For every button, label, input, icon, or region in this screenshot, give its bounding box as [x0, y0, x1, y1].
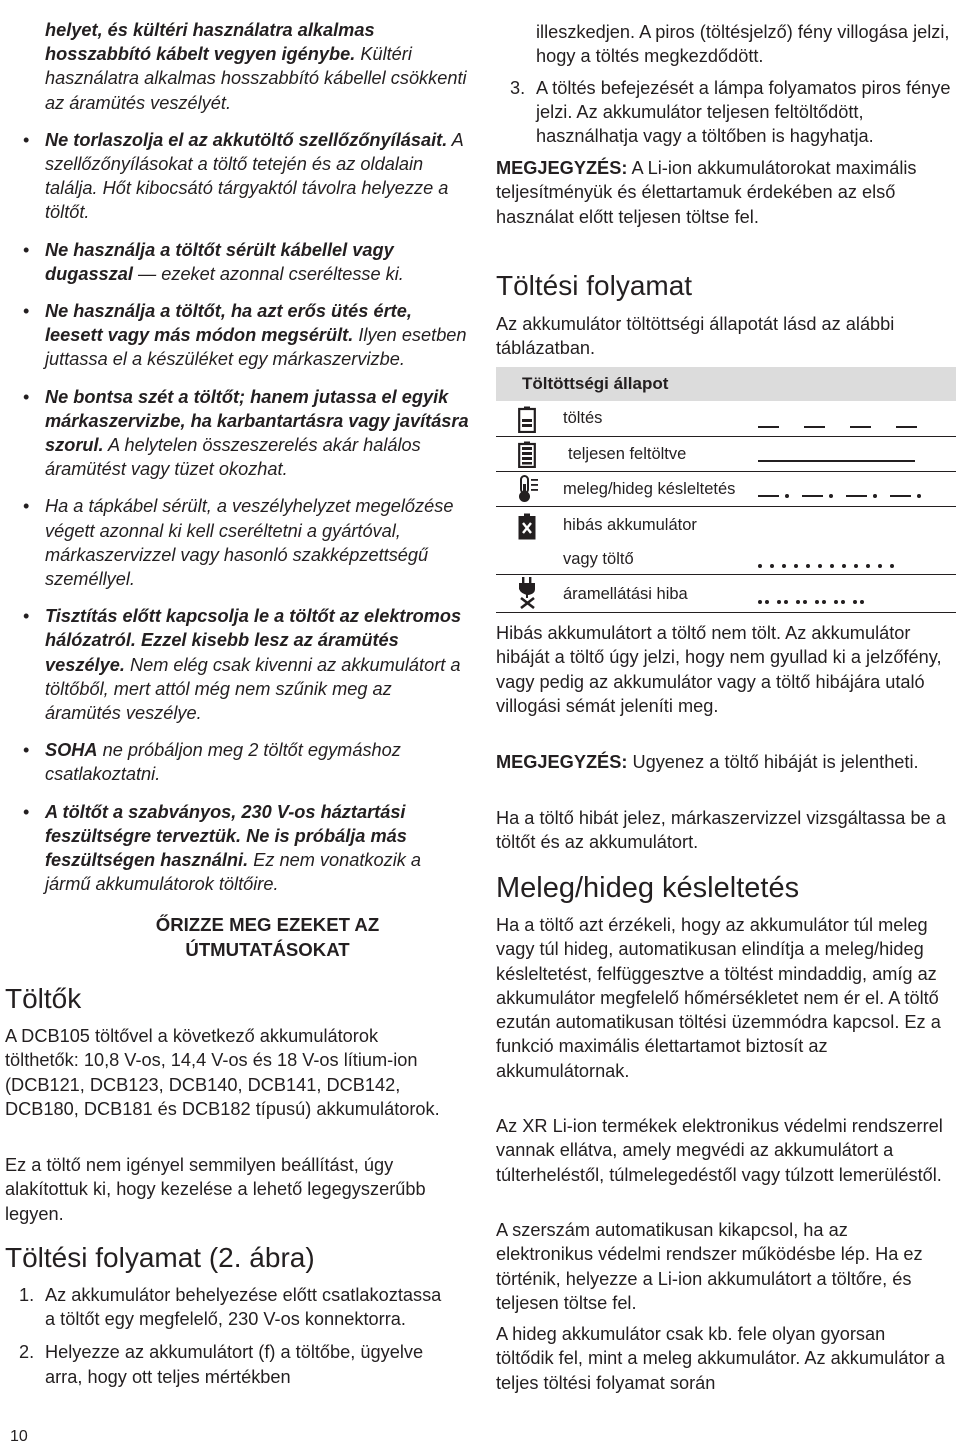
- fault-paragraph: Hibás akkumulátort a töltő nem tölt. Az akkumulátor hibáját a töltő úgy jelzi, hogy nem gyullad ki a jelzőfény, vagy pedig az akkumulátor vagy a töltő hibájára utaló villogási sémát jeleníti meg.: [496, 623, 942, 716]
- bullet-bold-text: Tisztítás előtt kapcsolja le a töltőt az elektromos hálózatról. Ezzel kisebb lesz az áramütés veszélye.: [45, 606, 462, 675]
- bullet-text: Ilyen esetben juttassa el a készüléket egy márkaszervizbe.: [45, 325, 467, 370]
- status-label: teljesen feltöltve: [568, 445, 687, 463]
- list-item: [5, 299, 470, 372]
- plug-fault-icon: [518, 577, 540, 614]
- battery-full-icon: [518, 441, 540, 473]
- bullet-bold-text: SOHA: [45, 740, 98, 761]
- bullet-text: ne próbáljon meg 2 töltőt egymáshoz csatlakoztatni.: [45, 740, 401, 785]
- list-item: [5, 385, 470, 482]
- bullet-text: Nem elég csak kivenni az akkumulátort a töltőből, mert attól még nem szűnik meg az áramütés veszélye.: [45, 654, 461, 724]
- bullet-text: A helytelen összeszerelés akár halálos áramütést vagy tüzet okozhat.: [45, 435, 421, 480]
- bullet-bold-text: Ne használja a töltőt, ha azt erős ütés érte, leesett vagy más módon megsérült.: [45, 301, 412, 346]
- note-label: MEGJEGYZÉS:: [496, 158, 628, 178]
- signal-solid: [758, 452, 915, 470]
- hot-cold-delay-heading: Meleg/hideg késleltetés: [496, 872, 800, 904]
- note-text: Ugyenez a töltő hibáját is jelentheti.: [627, 752, 919, 772]
- step-text: Az akkumulátor behelyezése előtt csatlakoztassa a töltőt egy megfelelő, 230 V-os konnektorra.: [45, 1285, 442, 1330]
- list-item: [5, 238, 470, 286]
- page-number: 10: [10, 1428, 28, 1445]
- bullet-bold-text: Ne torlaszolja el az akkutöltő szellőzőnyílásait.: [45, 129, 448, 150]
- battery-charging-icon: [518, 406, 540, 438]
- delay-paragraph-3: A szerszám automatikusan kikapcsol, ha az elektronikus védelmi rendszer működésbe lép. Ha ez történik, helyezze a Li-ion akkumulátort a töltőre, és teljesen töltse fel.: [496, 1220, 923, 1313]
- delay-paragraph-2: Az XR Li-ion termékek elektronikus védelmi rendszerrel vannak ellátva, amely megvédi az akkumulátort a túlterheléstől, túlmelegedéstől vagy túlzott lemerüléstől.: [496, 1116, 943, 1185]
- bullet-bold-text: helyet, és kültéri használatra alkalmas hosszabbító kábelt vegyen igénybe.: [45, 20, 375, 65]
- list-item: [5, 800, 470, 897]
- step-number: 3.: [510, 78, 526, 98]
- table-row: [496, 575, 956, 613]
- step-2-continuation: illeszkedjen. A piros (töltésjelző) fény villogása jelzi, hogy a töltés megkezdődött.: [536, 22, 950, 67]
- note-label: MEGJEGYZÉS:: [496, 752, 628, 772]
- procedure-heading: Töltési folyamat (2. ábra): [5, 1242, 315, 1273]
- chargers-paragraph-2: Ez a töltő nem igényel semmilyen beállítást, úgy alakítottuk ki, hogy kezelése a lehető legegyszerűbb legyen.: [5, 1155, 426, 1224]
- status-label: meleg/hideg késleltetés: [563, 480, 736, 498]
- signal-dots: [758, 557, 894, 575]
- procedure-steps-continued: [496, 76, 956, 158]
- delay-paragraph-1: Ha a töltő azt érzékeli, hogy az akkumulátor túl meleg vagy túl hideg, automatikusan elindítja a meleg/hideg késleltetést, felfüggesztve a töltést mindaddig, amíg az akkumulátor megfelelő hőmérsékletet nem ér el. A töltő ezután automatikusan töltési üzemmódra kapcsol. Ez a funkció maximális élettartamot biztosít az akkumulátornak.: [496, 915, 941, 1081]
- step-text: Helyezze az akkumulátort (f) a töltőbe, ügyelve arra, hogy ott teljes mértékben: [45, 1342, 424, 1387]
- procedure-steps: [5, 1283, 445, 1398]
- note-1: [496, 156, 946, 229]
- bullet-text: Ez nem vonatkozik a jármű akkumulátorok töltőire.: [45, 850, 422, 895]
- status-label: hibás akkumulátor: [563, 516, 697, 534]
- bullet-text: Kültéri használatra alkalmas hosszabbító kábellel csökkenti az áramütés veszélyét.: [45, 44, 467, 113]
- bullet-text: A szellőzőnyílásokat a töltő tetején és az oldalain találja. Hőt kibocsátó tárgyaktól távolra helyezze a töltőt.: [45, 129, 464, 223]
- table-header: Töltöttségi állapot: [496, 367, 956, 401]
- charging-process-text: Az akkumulátor töltöttségi állapotát lásd az alábbi táblázatban.: [496, 314, 895, 359]
- list-item: [5, 738, 470, 786]
- status-label-line-2: vagy töltő: [563, 550, 634, 568]
- signal-double-dots: [758, 593, 864, 611]
- step-number: 1.: [19, 1285, 35, 1305]
- keep-line-1: ŐRIZZE MEG EZEKET AZ: [155, 914, 380, 935]
- list-item: [5, 18, 470, 115]
- bullet-bold-text: Ne bontsa szét a töltőt; hanem jutassa el egyik márkaszervizbe, ha karbantartásra vagy javításra szorul.: [45, 386, 469, 456]
- table-row: [496, 437, 956, 472]
- bullet-text: — ezeket azonnal cseréltesse ki.: [132, 263, 404, 284]
- keep-instructions-heading: [5, 912, 470, 962]
- safety-bullet-list: [5, 18, 470, 910]
- status-label: áramellátási hiba: [563, 585, 688, 603]
- thermometer-icon: [518, 475, 540, 508]
- table-row: [496, 401, 956, 437]
- note-text: A Li-ion akkumulátorokat maximális teljesítményük és élettartamuk érdekében az első használat előtt teljesen töltse fel.: [496, 158, 917, 227]
- battery-fault-icon: [518, 513, 540, 545]
- list-item: [496, 76, 956, 149]
- table-row: [496, 507, 956, 575]
- keep-line-2: ÚTMUTATÁSOKAT: [185, 939, 350, 960]
- charging-process-heading: Töltési folyamat: [496, 270, 693, 301]
- chargers-paragraph-1: A DCB105 töltővel a következő akkumulátorok tölthetők: 10,8 V-os, 14,4 V-os és 18 V-os lítium-ion (DCB121, DCB123, DCB140, DCB141, DCB142, DCB180, DCB181 és DCB182 típusú) akkumulátorok.: [5, 1026, 440, 1119]
- bullet-text: Ha a tápkábel sérült, a veszélyhelyzet megelőzése végett azonnal ki kell cseréltetni a gyártóval, márkaszervizzel vagy hasonló szakképzettségű személlyel.: [45, 496, 454, 590]
- delay-paragraph-4: A hideg akkumulátor csak kb. fele olyan gyorsan töltődik fel, mint a meleg akkumulátor. Az akkumulátor a teljes töltési folyamat során: [496, 1324, 945, 1393]
- bullet-bold-text: Ne használja a töltőt sérült kábellel vagy dugasszal: [45, 239, 394, 284]
- note-2: [496, 750, 951, 774]
- list-item: [5, 1340, 445, 1388]
- table-row: [496, 472, 956, 507]
- list-item: [5, 128, 470, 225]
- list-item: [5, 494, 470, 591]
- list-item: [5, 604, 470, 725]
- charge-state-table: [496, 367, 956, 613]
- status-label: töltés: [563, 409, 603, 427]
- step-text: A töltés befejezését a lámpa folyamatos piros fénye jelzi. Az akkumulátor teljesen feltöltődött, használhatja vagy a töltőben is hagyhatja.: [536, 78, 951, 147]
- bullet-bold-text: A töltőt a szabványos, 230 V-os háztartási feszültségre terveztük. Ne is próbálja más feszültségen használni.: [45, 801, 407, 871]
- signal-dash-dot: [758, 487, 921, 505]
- fault-paragraph-2: Ha a töltő hibát jelez, márkaszervizzel vizsgáltassa be a töltőt és az akkumulátort.: [496, 808, 946, 853]
- step-number: 2.: [19, 1342, 35, 1363]
- chargers-heading: Töltők: [5, 983, 82, 1014]
- signal-dashes: [758, 418, 917, 436]
- list-item: [5, 1283, 445, 1331]
